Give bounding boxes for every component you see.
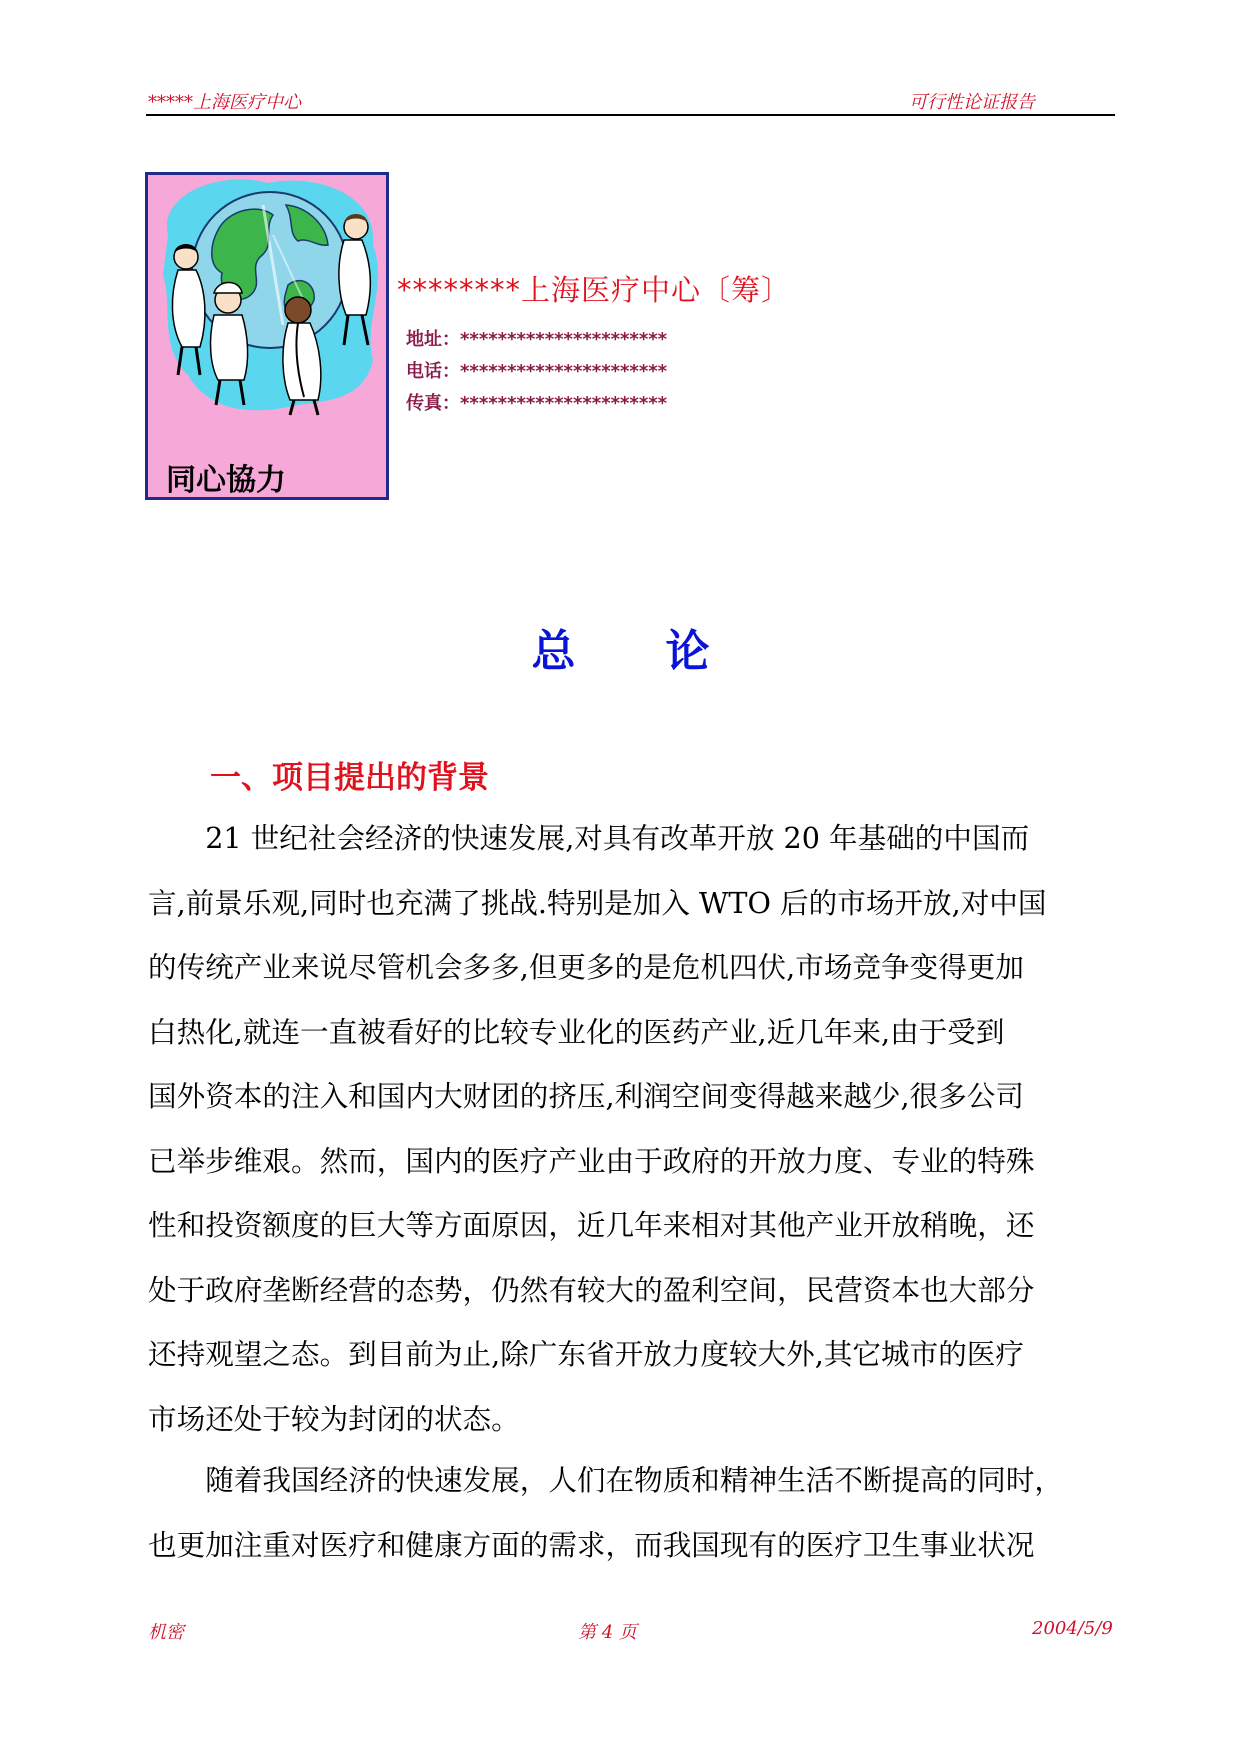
paragraph-line: 市场还处于较为封闭的状态。 xyxy=(148,1401,520,1436)
logo-caption: 同心協力 xyxy=(166,463,286,498)
footer-date: 2004/5/9 xyxy=(1032,1618,1113,1639)
footer-confidential: 机密 xyxy=(148,1622,184,1643)
globe-people-illustration xyxy=(148,175,389,500)
paragraph-line: 性和投资额度的巨大等方面原因，近几年来相对其他产业开放稍晚，还 xyxy=(148,1208,1035,1242)
title-char-2: 论 xyxy=(665,626,710,677)
paragraph-line: 随着我国经济的快速发展，人们在物质和精神生活不断提高的同时， xyxy=(148,1463,1064,1497)
paragraph-line: 已举步维艰。然而，国内的医疗产业由于政府的开放力度、专业的特殊 xyxy=(148,1143,1035,1178)
paragraph-1 xyxy=(148,806,1114,1451)
paragraph-line: 21 世纪社会经济的快速发展,对具有改革开放 20 年基础的中国而 xyxy=(148,821,1030,855)
paragraph-2 xyxy=(148,1448,1114,1577)
title-char-1: 总 xyxy=(531,626,576,677)
paragraph-line: 还持观望之态。到目前为止,除广东省开放力度较大外,其它城市的医疗 xyxy=(148,1337,1024,1371)
paragraph-line: 国外资本的注入和国内大财团的挤压,利润空间变得越来越少,很多公司 xyxy=(148,1079,1024,1113)
paragraph-line: 处于政府垄断经营的态势，仍然有较大的盈利空间，民营资本也大部分 xyxy=(148,1272,1035,1307)
fax-line: 传真：********************** xyxy=(406,393,668,414)
logo-image xyxy=(145,172,389,500)
header-report-type: 可行性论证报告 xyxy=(909,92,1035,113)
header-org-name: *****上海医疗中心 xyxy=(148,92,301,113)
footer-page-number: 第 4 页 xyxy=(578,1622,637,1643)
paragraph-line: 也更加注重对医疗和健康方面的需求，而我国现有的医疗卫生事业状况 xyxy=(148,1527,1035,1562)
page-title xyxy=(0,615,1241,679)
section-heading: 一、项目提出的背景 xyxy=(210,760,489,796)
paragraph-line: 白热化,就连一直被看好的比较专业化的医药产业,近几年来,由于受到 xyxy=(148,1014,1005,1049)
phone-line: 电话：********************** xyxy=(406,361,668,382)
address-line: 地址：********************** xyxy=(406,329,668,350)
organization-name: ********上海医疗中心〔筹〕 xyxy=(397,273,792,307)
paragraph-line: 言,前景乐观,同时也充满了挑战.特别是加入 WTO 后的市场开放,对中国 xyxy=(148,885,1047,920)
paragraph-line: 的传统产业来说尽管机会多多,但更多的是危机四伏,市场竞争变得更加 xyxy=(148,950,1024,984)
header-divider xyxy=(146,114,1115,116)
